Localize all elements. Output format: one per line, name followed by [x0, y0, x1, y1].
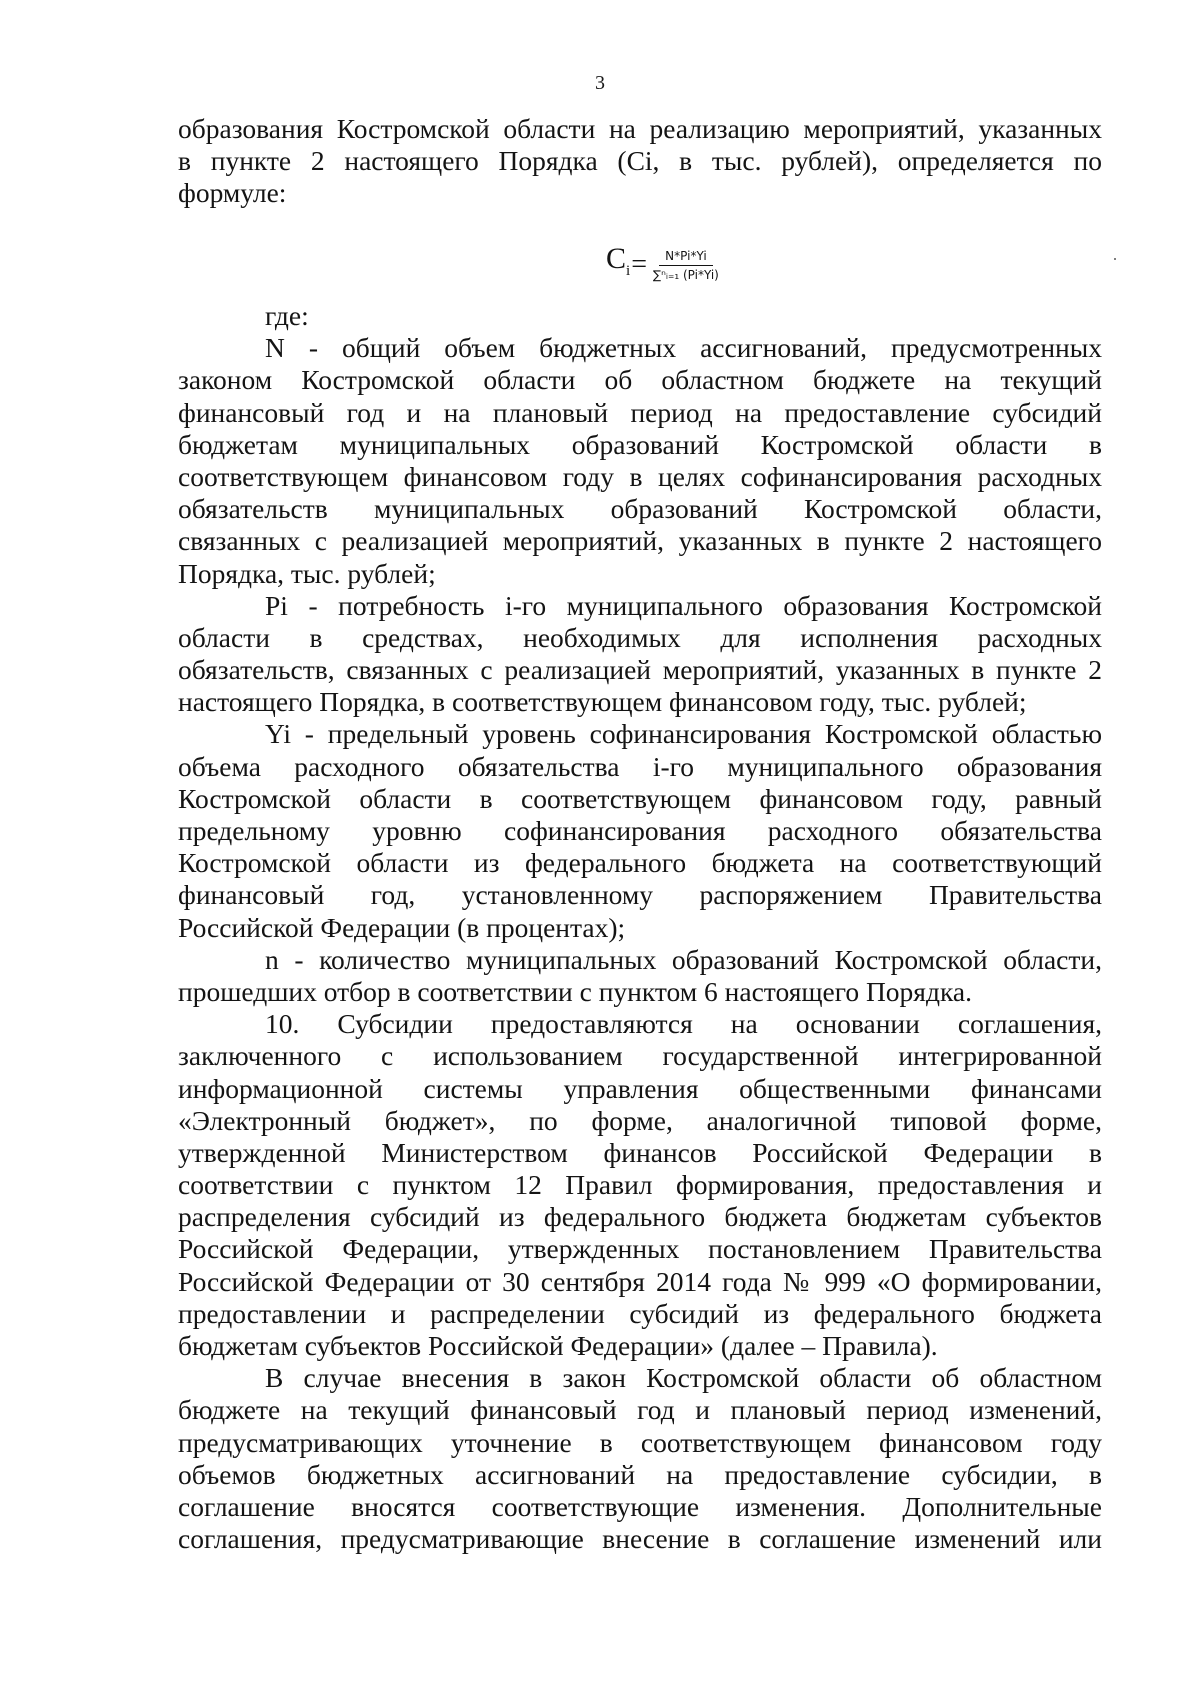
text-line: Российской Федерации (в процентах); — [178, 911, 626, 943]
text-line: Костромской области в соответствующем финансовом году, равный — [178, 782, 1102, 814]
paragraph-def-n-total — [178, 332, 1102, 590]
page-number: 3 — [595, 72, 605, 94]
text-line: соответствующем финансовом году в целях софинансирования расходных — [178, 460, 1102, 492]
text-line: связанных с реализацией мероприятий, указанных в пункте 2 настоящего — [178, 525, 1102, 557]
formula-ci — [606, 240, 723, 290]
formula-lhs-subscript: i — [626, 263, 631, 279]
text-line: финансовый год, установленному распоряжением Правительства — [178, 879, 1102, 911]
text-line: В случае внесения в закон Костромской области об областном — [265, 1362, 1102, 1394]
text-line: Pi - потребность i-го муниципального образования Костромской — [265, 589, 1102, 621]
text-line: законом Костромской области об областном бюджете на текущий — [178, 364, 1102, 396]
text-line: информационной системы управления общественными финансами — [178, 1072, 1102, 1104]
text-line: распределения субсидий из федерального бюджета бюджетам субъектов — [178, 1201, 1102, 1233]
text-line: 10. Субсидии предоставляются на основании соглашения, — [265, 1008, 1102, 1040]
text-line: прошедших отбор в соответствии с пунктом 6 настоящего Порядка. — [178, 975, 972, 1007]
text-line: бюджетам муниципальных образований Костромской области в — [178, 428, 1102, 460]
text-line: соглашения, предусматривающие внесение в соглашение изменений или — [178, 1523, 1102, 1555]
formula-denominator: ∑ⁿᵢ₌₁ (Pi*Yi) — [652, 267, 719, 282]
text-line: объема расходного обязательства i-го муниципального образования — [178, 750, 1102, 782]
where-label: где: — [265, 300, 309, 331]
text-line: Костромской области из федерального бюджета на соответствующий — [178, 847, 1102, 879]
formula-equals: = — [631, 249, 647, 280]
text-line: финансовый год и на плановый период на предоставление субсидий — [178, 396, 1102, 428]
text-line: объемов бюджетных ассигнований на предоставление субсидии, в — [178, 1458, 1102, 1490]
intro-paragraph — [178, 113, 1102, 210]
text-line: бюджете на текущий финансовый год и плановый период изменений, — [178, 1394, 1102, 1426]
text-line: соответствии с пунктом 12 Правил формирования, предоставления и — [178, 1169, 1102, 1201]
text-line: Российской Федерации, утвержденных постановлением Правительства — [178, 1233, 1102, 1265]
formula-lhs: C — [606, 242, 627, 275]
intro-line-2: в пункте 2 настоящего Порядка (Сi, в тыс. рублей), определяется по — [178, 145, 1102, 177]
text-line: обязательств муниципальных образований Костромской области, — [178, 493, 1102, 525]
text-line: области в средствах, необходимых для исполнения расходных — [178, 621, 1102, 653]
text-line: настоящего Порядка, в соответствующем финансовом году, тыс. рублей; — [178, 686, 1027, 718]
text-line: предусматривающих уточнение в соответствующем финансовом году — [178, 1426, 1102, 1458]
text-line: Порядка, тыс. рублей; — [178, 557, 436, 589]
text-line: бюджетам субъектов Российской Федерации» (далее – Правила). — [178, 1330, 938, 1361]
paragraph-def-yi — [178, 718, 1102, 943]
text-line: утвержденной Министерством финансов Российской Федерации в — [178, 1136, 1102, 1168]
paragraph-def-n-count — [178, 944, 1102, 1008]
text-line: обязательств, связанных с реализацией мероприятий, указанных в пункте 2 — [178, 654, 1102, 686]
intro-line-1: образования Костромской области на реализацию мероприятий, указанных — [178, 113, 1102, 144]
text-line: предоставлении и распределении субсидий из федерального бюджета — [178, 1297, 1102, 1329]
text-line: Yi - предельный уровень софинансирования Костромской областью — [265, 718, 1102, 750]
text-line: Российской Федерации от 30 сентября 2014 года № 999 «О формировании, — [178, 1265, 1102, 1297]
text-line: соглашение вносятся соответствующие изменения. Дополнительные — [178, 1490, 1102, 1522]
paragraph-where — [178, 300, 1102, 332]
main-text — [178, 300, 1102, 1555]
text-line: «Электронный бюджет», по форме, аналогичной типовой форме, — [178, 1104, 1102, 1136]
text-line: предельному уровню софинансирования расходного обязательства — [178, 815, 1102, 846]
scan-dot — [1114, 258, 1116, 260]
paragraph-amendments — [178, 1362, 1102, 1555]
text-line: N - общий объем бюджетных ассигнований, предусмотренных — [265, 332, 1102, 364]
paragraph-def-pi — [178, 590, 1102, 719]
paragraph-clause-10 — [178, 1008, 1102, 1362]
text-line: n - количество муниципальных образований Костромской области, — [265, 943, 1102, 975]
text-line: заключенного с использованием государственной интегрированной — [178, 1040, 1102, 1072]
formula-fraction — [649, 249, 723, 282]
formula-numerator: N*Pi*Yi — [659, 249, 713, 266]
intro-line-3: формуле: — [178, 177, 287, 209]
